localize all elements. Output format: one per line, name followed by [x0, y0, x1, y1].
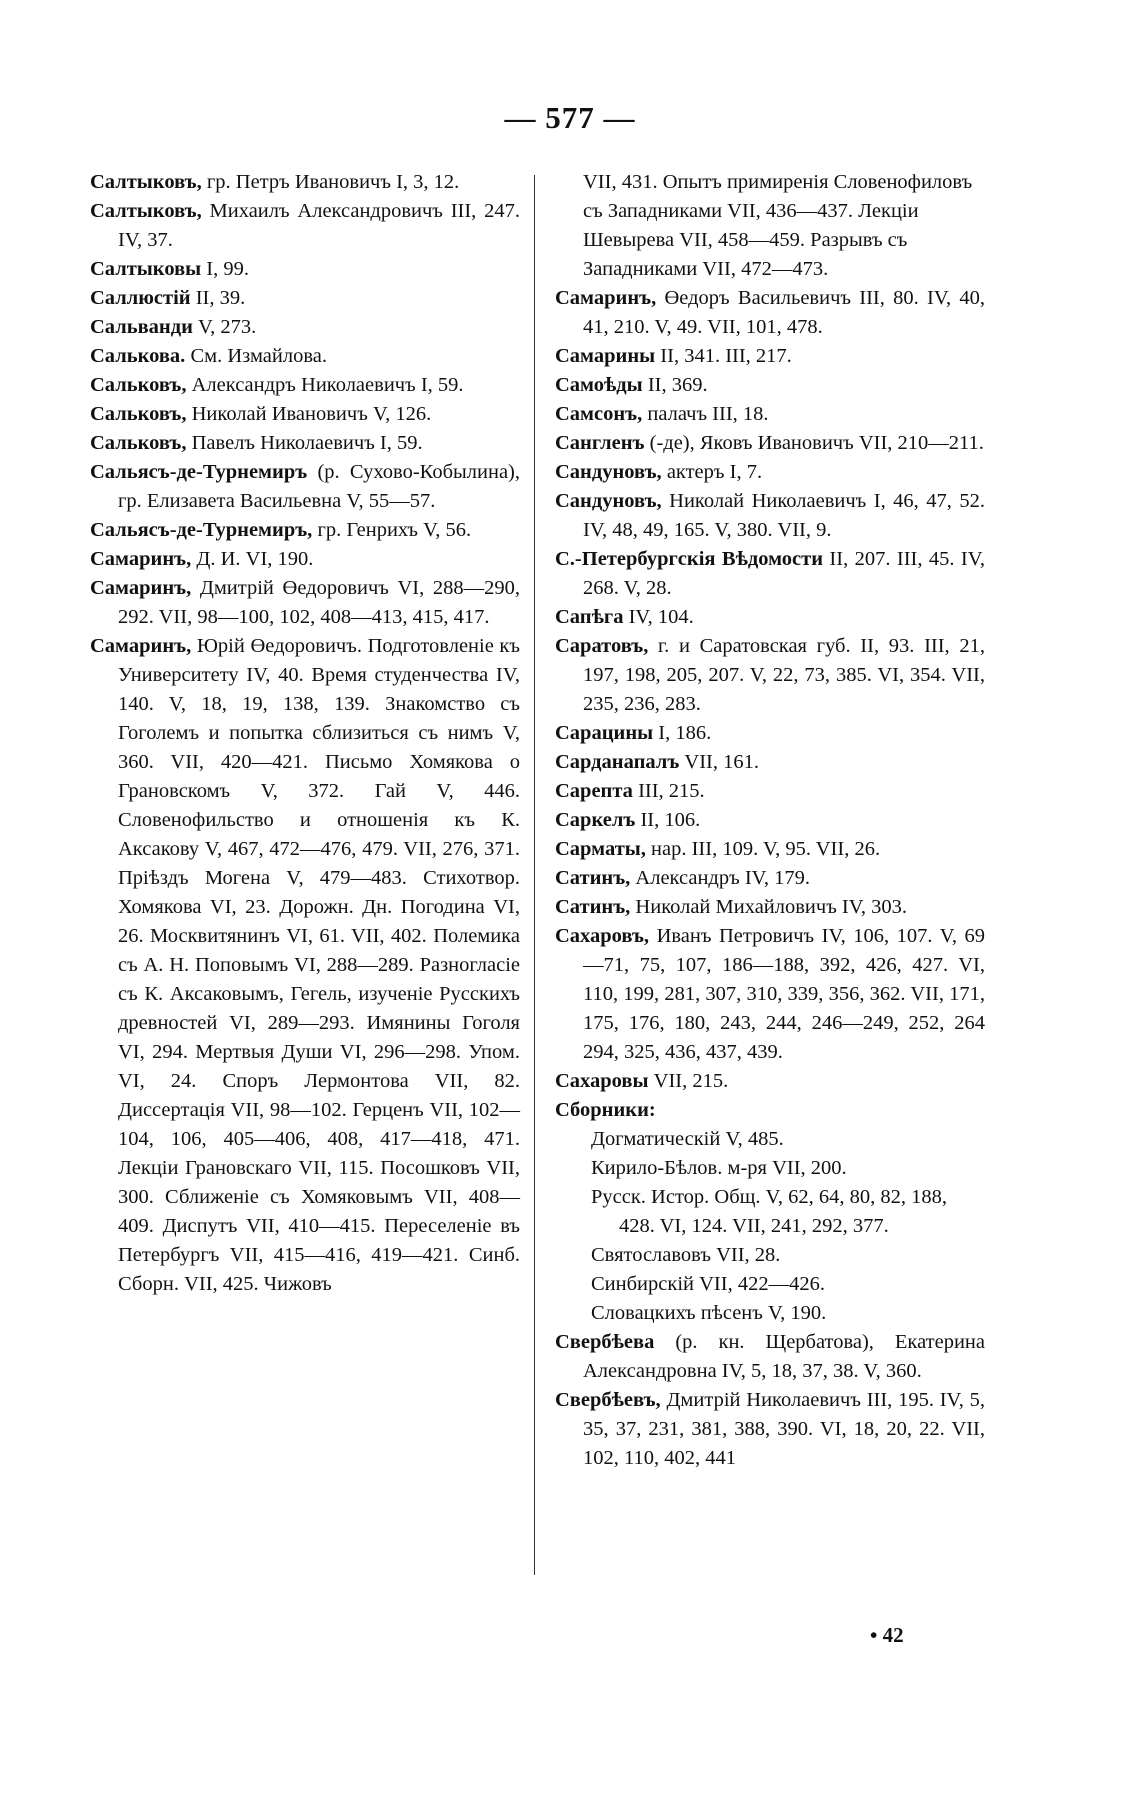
index-entry: [90, 516, 520, 545]
index-entry: [555, 400, 985, 429]
entry-headword: Самсонъ,: [555, 403, 643, 425]
index-entry: [90, 284, 520, 313]
entry-references: VII, 161.: [679, 751, 760, 773]
entry-headword: Сахаровъ,: [555, 925, 650, 947]
index-entry: [555, 1096, 985, 1125]
entry-references: Павелъ Николаевичъ I, 59.: [186, 432, 423, 454]
entry-references: VII, 215.: [648, 1070, 729, 1092]
entry-references: Дмитрій Өедоровичъ VI, 288—290, 292. VII, 98—100, 102, 408—413, 415, 417.: [118, 577, 520, 628]
entry-references: нар. III, 109. V, 95. VII, 26.: [645, 838, 881, 860]
entry-references: Юрій Өедоровичъ. Подготовленіе къ Университету IV, 40. Время студенчества IV, 140. V, 18, 19, 138, 139. Знакомство съ Гоголемъ и попытка сблизиться съ нимъ V, 360. VII, 420—421. Письмо Хомякова о Грановскомъ V, 372. Гай V, 446. Словенофильство и отношенія къ К. Аксакову V, 467, 472—476, 479. VII, 276, 371. Пріѣздъ Могена V, 479—483. Стихотвор. Хомякова VI, 23. Дорожн. Дн. Погодина VI, 26. Москвитянинъ VI, 61. VII, 402. Полемика съ А. Н. Поповымъ VI, 288—289. Разногласіе съ К. Аксаковымъ, Гегель, изученіе Русскихъ древностей VI, 289—293. Имянины Гоголя VI, 294. Мертвыя Души VI, 296—298. Упом. VI, 24. Споръ Лермонтова VII, 82. Диссертація VII, 98—102. Герценъ VII, 102—104, 106, 405—406, 408, 417—418, 471. Лекціи Грановскаго VII, 115. Посошковъ VII, 300. Сближеніе съ Хомяковымъ VII, 408—409. Диспутъ VII, 410—415. Переселеніе въ Петербургъ VII, 415—416, 419—421. Синб. Сборн. VII, 425. Чижовъ: [118, 635, 520, 1295]
index-entry: [555, 864, 985, 893]
entry-headword: С.-Петербургскія Вѣдомости: [555, 548, 824, 570]
entry-headword: Саратовъ,: [555, 635, 649, 657]
index-entry: [555, 748, 985, 777]
entry-references: V, 273.: [192, 316, 257, 338]
entry-references: Николай Михайловичъ IV, 303.: [630, 896, 908, 918]
entry-headword: Салтыковы: [90, 258, 202, 280]
entry-headword: Сальясъ-де-Турнемиръ: [90, 461, 308, 483]
index-entry: [90, 168, 520, 197]
entry-references: I, 186.: [653, 722, 712, 744]
index-entry: [90, 400, 520, 429]
entry-headword: Сарацины: [555, 722, 654, 744]
entry-headword: Самаринъ,: [90, 548, 192, 570]
index-entry: [90, 632, 520, 1299]
entry-references: Иванъ Петровичъ IV, 106, 107. V, 69—71, 75, 107, 186—188, 392, 426, 427. VI, 110, 199, 281, 307, 310, 339, 356, 362. VII, 171, 175, 176, 180, 243, 244, 246—249, 252, 264 294, 325, 436, 437, 439.: [583, 925, 985, 1063]
entry-headword: Сальванди: [90, 316, 193, 338]
index-entry: [555, 835, 985, 864]
index-entry: [90, 197, 520, 255]
entry-references: II, 106.: [635, 809, 701, 831]
entry-headword: Сандуновъ,: [555, 490, 662, 512]
column-divider: [534, 175, 535, 1575]
entry-headword: Сальковъ,: [90, 432, 187, 454]
entry-headword: Сальковъ,: [90, 403, 187, 425]
entry-references: Өедоръ Васильевичъ III, 80. IV, 40, 41, 210. V, 49. VII, 101, 478.: [583, 287, 985, 338]
entry-references: Николай Ивановичъ V, 126.: [186, 403, 432, 425]
index-subentry: Словацкихъ пѣсенъ V, 190.: [591, 1302, 827, 1324]
index-subentry: Русск. Истор. Общ. V, 62, 64, 80, 82, 188, 428. VI, 124. VII, 241, 292, 377.: [591, 1186, 947, 1237]
index-entry: [555, 719, 985, 748]
index-entry: [555, 777, 985, 806]
entry-headword: Сапѣга: [555, 606, 624, 628]
entry-headword: Сатинъ,: [555, 867, 631, 889]
index-entry: [555, 1067, 985, 1096]
entry-references: Михаилъ Александровичъ III, 247. IV, 37.: [118, 200, 520, 251]
entry-headword: Сатинъ,: [555, 896, 631, 918]
entry-references: IV, 104.: [623, 606, 694, 628]
index-entry: [555, 342, 985, 371]
entry-references: гр. Петръ Ивановичъ I, 3, 12.: [201, 171, 460, 193]
index-entry: [555, 632, 985, 719]
index-entry: [90, 313, 520, 342]
index-entry: [90, 458, 520, 516]
signature-mark: • 42: [870, 1623, 904, 1647]
index-entry: [555, 458, 985, 487]
page-number: — 577 —: [504, 100, 636, 135]
entry-headword: Свербѣевъ,: [555, 1389, 661, 1411]
index-entry: [555, 545, 985, 603]
entry-headword: Сарматы,: [555, 838, 646, 860]
entry-references: (-де), Яковъ Ивановичъ VII, 210—211.: [644, 432, 984, 454]
entry-headword: Салькова.: [90, 345, 186, 367]
entry-headword: Сальковъ,: [90, 374, 187, 396]
index-entry: [90, 429, 520, 458]
entry-headword: Сахаровы: [555, 1070, 649, 1092]
index-entry: [555, 603, 985, 632]
index-entry: [555, 1328, 985, 1386]
entry-references: I, 99.: [201, 258, 249, 280]
entry-headword: Сангленъ: [555, 432, 645, 454]
index-subentry: Кирило-Бѣлов. м-ря VII, 200.: [591, 1157, 847, 1179]
index-subentry: Святославовъ VII, 28.: [591, 1244, 781, 1266]
index-entry: [555, 806, 985, 835]
index-entry: [555, 1386, 985, 1473]
entry-references: II, 39.: [190, 287, 246, 309]
index-entry: [555, 371, 985, 400]
entry-references: Александръ Николаевичъ I, 59.: [186, 374, 464, 396]
entry-headword: Самоѣды: [555, 374, 643, 396]
entry-references: гр. Генрихъ V, 56.: [312, 519, 472, 541]
entry-headword: Сарданапалъ: [555, 751, 680, 773]
entry-headword: Свербѣева: [555, 1331, 655, 1353]
entry-headword: Сборники:: [555, 1099, 656, 1121]
index-entry: [90, 255, 520, 284]
entry-headword: Салтыковъ,: [90, 200, 202, 222]
entry-headword: Самаринъ,: [555, 287, 657, 309]
entry-references: актеръ I, 7.: [661, 461, 763, 483]
entry-references: Александръ IV, 179.: [630, 867, 810, 889]
index-entry: [90, 574, 520, 632]
entry-references: (р. кн. Щербатова), Екатерина Александровна IV, 5, 18, 37, 38. V, 360.: [583, 1331, 985, 1382]
index-entry: [90, 342, 520, 371]
entry-headword: Самаринъ,: [90, 635, 192, 657]
entry-references: III, 215.: [632, 780, 705, 802]
entry-headword: Самаринъ,: [90, 577, 192, 599]
index-column-left: [90, 168, 520, 1299]
index-column-right: [555, 168, 985, 1473]
entry-references: II, 341. III, 217.: [655, 345, 792, 367]
entry-references: Д. И. VI, 190.: [191, 548, 314, 570]
entry-references: (р. Сухово-Кобылина), гр. Елизавета Васильевна V, 55—57.: [118, 461, 520, 512]
index-subentry: Догматическій V, 485.: [591, 1128, 784, 1150]
entry-headword: Сарепта: [555, 780, 633, 802]
entry-headword: Саркелъ: [555, 809, 636, 831]
entry-references: Николай Николаевичъ I, 46, 47, 52. IV, 48, 49, 165. V, 380. VII, 9.: [583, 490, 985, 541]
entry-references: II, 369.: [642, 374, 708, 396]
index-entry: [555, 284, 985, 342]
entry-headword: Самарины: [555, 345, 656, 367]
index-entry: [555, 429, 985, 458]
index-entry-continuation: VII, 431. Опытъ примиренія Словенофиловъ съ Западниками VII, 436—437. Лекціи Шевырева VII, 458—459. Разрывъ съ Западниками VII, 472—473.: [583, 171, 973, 280]
index-entry: [555, 893, 985, 922]
entry-headword: Салтыковъ,: [90, 171, 202, 193]
entry-headword: Саллюстій: [90, 287, 191, 309]
index-entry: [90, 371, 520, 400]
entry-references: Дмитрій Николаевичъ III, 195. IV, 5, 35, 37, 231, 381, 388, 390. VI, 18, 20, 22. VII, 102, 110, 402, 441: [583, 1389, 985, 1469]
entry-references: II, 207. III, 45. IV, 268. V, 28.: [583, 548, 985, 599]
entry-headword: Сальясъ-де-Турнемиръ,: [90, 519, 313, 541]
entry-references: См. Измайлова.: [185, 345, 327, 367]
entry-references: палачъ III, 18.: [642, 403, 769, 425]
index-subentry: Синбирскій VII, 422—426.: [591, 1273, 825, 1295]
index-entry: [555, 487, 985, 545]
entry-headword: Сандуновъ,: [555, 461, 662, 483]
entry-references: г. и Саратовская губ. II, 93. III, 21, 197, 198, 205, 207. V, 22, 73, 385. VI, 354. VII, 235, 236, 283.: [583, 635, 985, 715]
index-entry: [90, 545, 520, 574]
index-entry: [555, 922, 985, 1067]
